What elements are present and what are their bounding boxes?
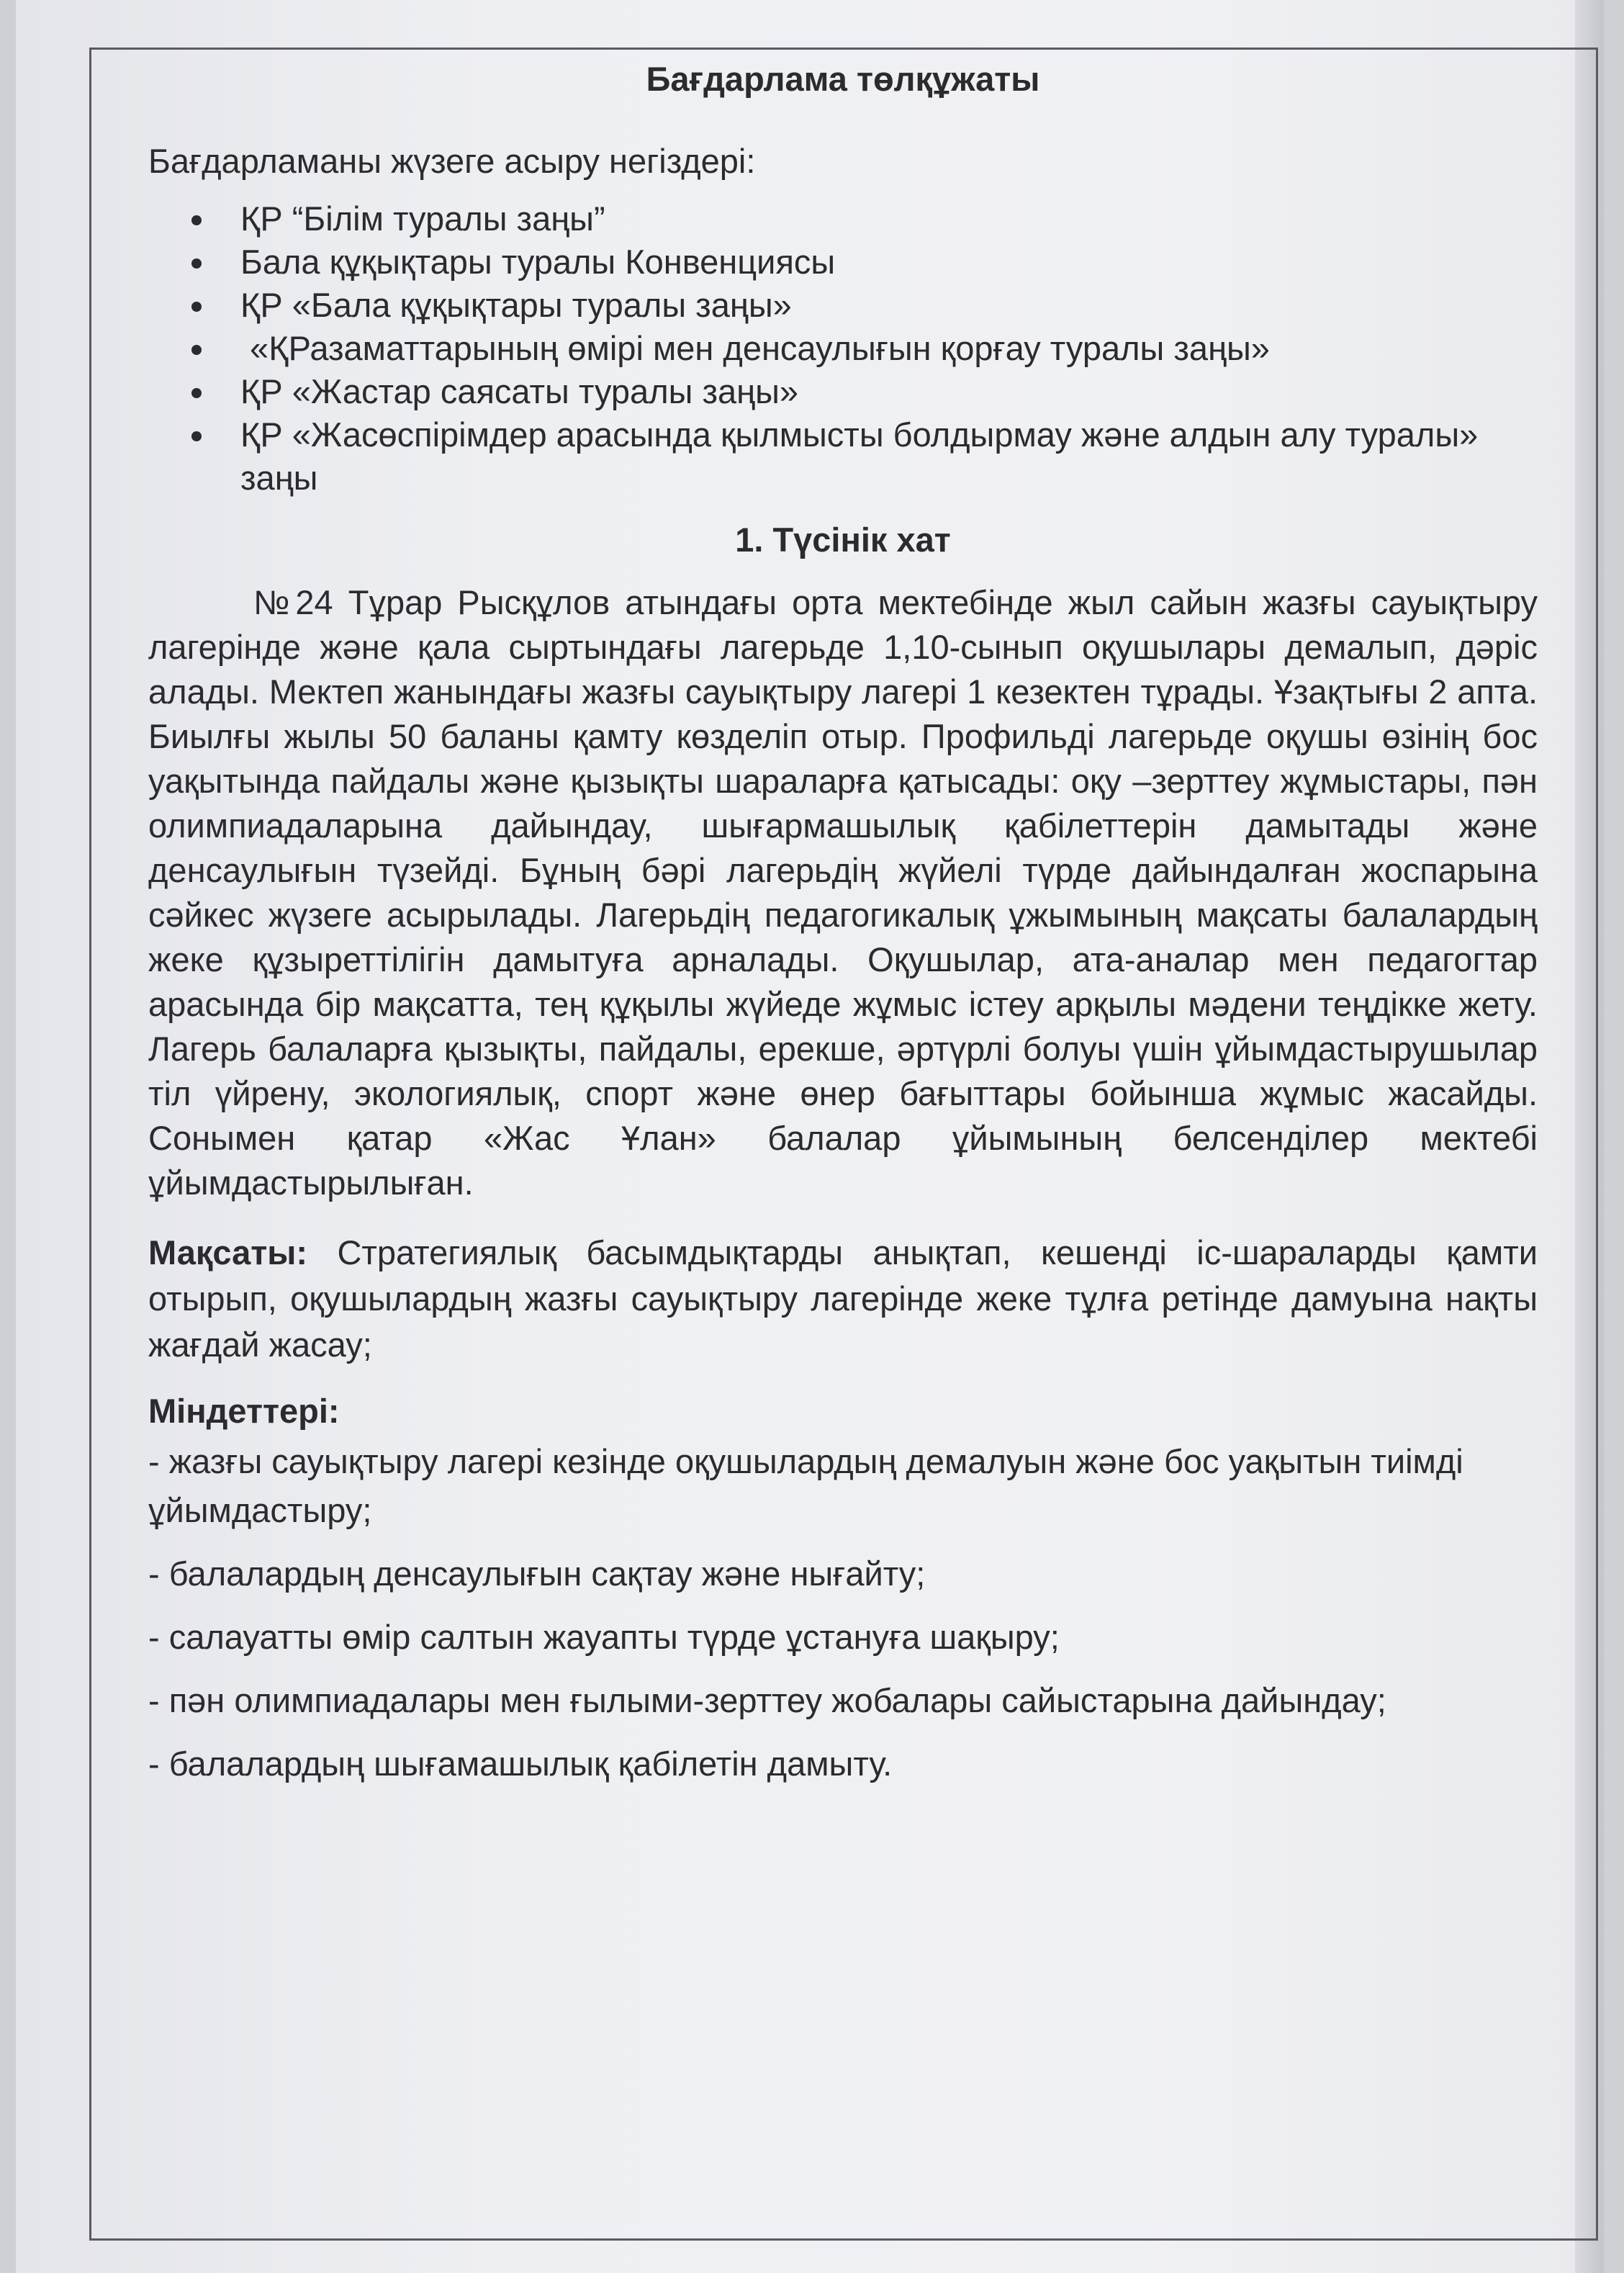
- bullet-icon: [191, 302, 202, 312]
- bullet-icon: [191, 215, 202, 225]
- bases-item-text: «ҚРазаматтарының өмірі мен денсаулығын қорғау туралы заңы»: [240, 329, 1270, 367]
- bases-list-item: [240, 240, 1538, 284]
- explanation-paragraph: №24 Тұрар Рысқұлов атындағы орта мектебінде жыл сайын жазғы сауықтыру лагерінде және қала сыртындағы лагерьде 1,10-сынып оқушылары демалып, дәріс алады. Мектеп жанындағы жазғы сауықтыру лагері 1 кезектен тұрады. Ұзақтығы 2 апта. Биылғы жылы 50 баланы қамту көзделіп отыр. Профильді лагерьде оқушы өзінің бос уақытында пайдалы және қызықты шараларға қатысады: оқу –зерттеу жұмыстары, пән олимпиадаларына дайындау, шығармашылық қабілеттерін дамытады және денсаулығын түзейді. Бұның бәрі лагерьдің жүйелі түрде дайындалған жоспарына сәйкес жүзеге асырылады. Лагерьдің педагогикалық ұжымының мақсаты балалардың жеке құзыреттілігін дамытуға арналады. Оқушылар, ата-аналар мен педагогтар арасында бір мақсатта, тең құқылы жүйеде жұмыс істеу арқылы мәдени теңдікке жету. Лагерь балаларға қызықты, пайдалы, ерекше, әртүрлі болуы үшін ұйымдастырушылар тіл үйрену, экологиялық, спорт және өнер бағыттары бойынша жұмыс жасайды. Сонымен қатар «Жас Ұлан» балалар ұйымының белсенділер мектебі ұйымдастырылыған.: [148, 583, 1538, 1202]
- goal-text: Стратегиялық басымдықтарды анықтап, кешенді іс-шараларды қамти отырып, оқушылардың жазғы сауықтыру лагерінде жеке тұлға ретінде дамуына нақты жағдай жасау;: [148, 1233, 1538, 1364]
- bullet-icon: [191, 258, 202, 269]
- bullet-icon: [191, 345, 202, 355]
- goal-paragraph: [148, 1230, 1538, 1368]
- bases-list-item: [240, 413, 1538, 500]
- task-item: - салауатты өмір салтын жауапты түрде ұстануға шақыру;: [148, 1618, 1060, 1656]
- bases-item-text: ҚР «Жасөспірімдер арасында қылмысты болдырмау және алдын алу туралы» заңы: [240, 415, 1479, 497]
- bases-intro: Бағдарламаны жүзеге асыру негіздері:: [148, 142, 756, 180]
- bases-item-text: ҚР “Білім туралы заңы”: [240, 199, 605, 238]
- bases-list-item: [240, 370, 1538, 413]
- bases-item-text: ҚР «Жастар саясаты туралы заңы»: [240, 372, 799, 410]
- bases-list-item: [240, 284, 1538, 327]
- task-item: - пән олимпиадалары мен ғылыми-зерттеу жобалары сайыстарына дайындау;: [148, 1681, 1386, 1719]
- bases-item-text: ҚР «Бала құқықтары туралы заңы»: [240, 286, 792, 324]
- document-title: Бағдарлама төлқұжаты: [646, 60, 1040, 98]
- task-item: - балалардың денсаулығын сақтау және нығайту;: [148, 1554, 926, 1593]
- bases-list: [148, 197, 1538, 500]
- section-title: 1. Түсінік хат: [735, 521, 951, 559]
- bullet-icon: [191, 431, 202, 441]
- task-item: - балалардың шығамашылық қабілетін дамыту.: [148, 1745, 893, 1783]
- bullet-icon: [191, 388, 202, 398]
- bases-item-text: Бала құқықтары туралы Конвенциясы: [240, 243, 836, 281]
- paper-sheet: [16, 0, 1604, 2273]
- bases-list-item: [240, 197, 1538, 240]
- task-item: - жазғы сауықтыру лагері кезінде оқушылардың демалуын және бос уақытын тиімді ұйымдастыру;: [148, 1442, 1463, 1529]
- goal-label: Мақсаты:: [148, 1233, 308, 1271]
- tasks-label: Міндеттері:: [148, 1392, 340, 1430]
- document-body: [148, 56, 1538, 1803]
- bases-list-item: [240, 327, 1538, 370]
